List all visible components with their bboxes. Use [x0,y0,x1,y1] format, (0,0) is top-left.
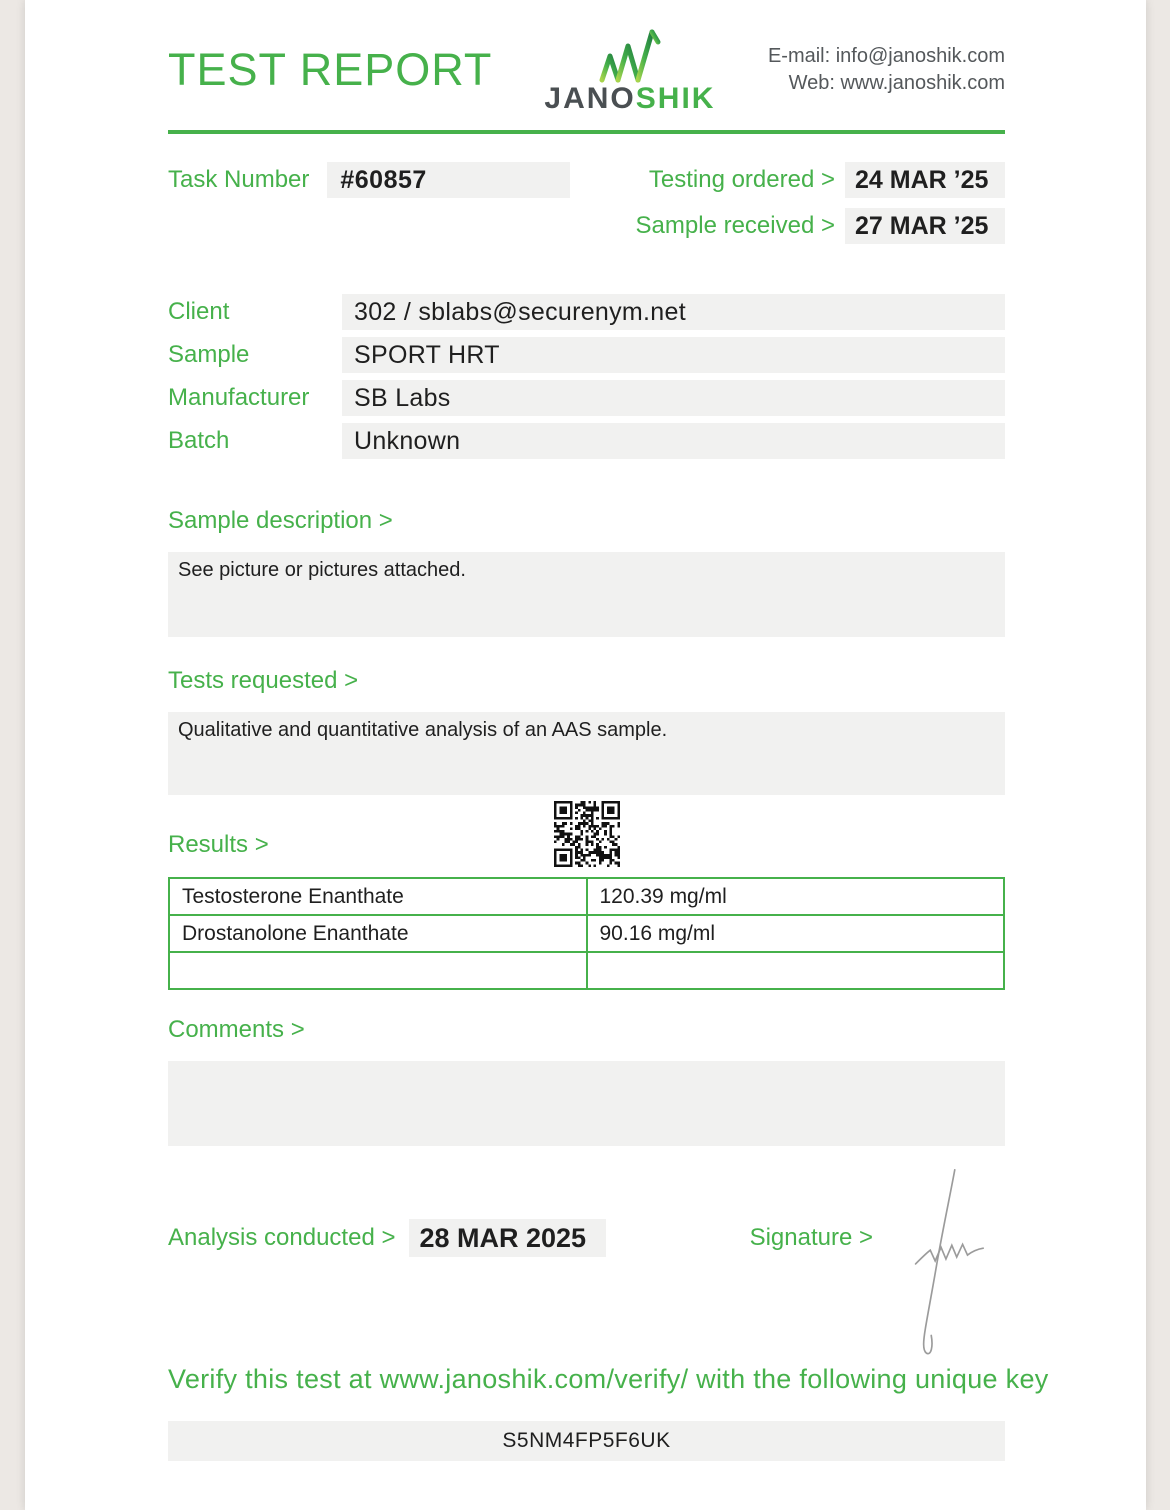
table-row [169,952,1004,989]
contact-block [768,43,1005,97]
client-label: Client [168,298,230,325]
contact-email: E-mail: info@janoshik.com [767,45,1005,67]
sample-info-section [168,294,1005,459]
logo-text-dark: JANO [544,82,636,115]
batch-label: Batch [168,427,230,454]
task-number-value: #60857 [327,162,570,198]
verify-instruction: Verify this test at www.janoshik.com/verify/ with the following unique key [168,1364,1049,1394]
qr-code [554,801,620,867]
results-heading: Results > [168,831,269,858]
logo-text-green: SHIK [635,82,716,115]
header-divider [168,130,1005,134]
report-header [168,0,1005,114]
testing-ordered-row [636,162,1005,198]
client-value: 302 / sblabs@securenym.net [342,294,1005,330]
info-row-client [168,294,1005,330]
sample-value: SPORT HRT [342,337,1005,373]
analysis-date-value: 28 MAR 2025 [409,1219,606,1257]
comments-box [168,1061,1005,1146]
company-logo [544,26,715,114]
report-page [25,0,1146,1510]
result-amount [587,952,1005,989]
sample-description-box: See picture or pictures attached. [168,552,1005,637]
signature-label: Signature > [749,1224,873,1251]
batch-value: Unknown [342,423,1005,459]
result-substance: Testosterone Enanthate [169,878,587,915]
chart-logo-icon [588,26,672,84]
contact-web: Web: www.janoshik.com [788,72,1005,94]
table-row [169,915,1004,952]
result-amount: 120.39 mg/ml [587,878,1005,915]
sample-received-row [636,208,1005,244]
logo-wordmark [544,84,715,114]
tests-requested-box: Qualitative and quantitative analysis of an AAS sample. [168,712,1005,795]
sample-description-heading: Sample description > [168,507,393,534]
task-dates [636,162,1005,244]
info-row-manufacturer [168,380,1005,416]
analysis-conducted-label: Analysis conducted > [168,1224,396,1251]
info-row-batch [168,423,1005,459]
footer-row [168,1218,1005,1258]
sample-received-date: 27 MAR ’25 [845,208,1005,244]
sample-received-label: Sample received > [635,212,835,239]
result-substance [169,952,587,989]
handwritten-signature-icon [893,1162,993,1358]
manufacturer-label: Manufacturer [168,384,310,411]
testing-ordered-label: Testing ordered > [648,166,835,193]
tests-requested-heading: Tests requested > [168,667,359,694]
unique-key-value: S5NM4FP5F6UK [168,1421,1005,1461]
table-row [169,878,1004,915]
results-table [168,877,1005,990]
sample-label: Sample [168,341,250,368]
info-row-sample [168,337,1005,373]
comments-heading: Comments > [168,1016,305,1043]
page-title: TEST REPORT [168,44,493,95]
result-substance: Drostanolone Enanthate [169,915,587,952]
task-row [168,162,1005,244]
task-number-label: Task Number [168,166,310,193]
results-header-area [168,795,1005,871]
manufacturer-value: SB Labs [342,380,1005,416]
result-amount: 90.16 mg/ml [587,915,1005,952]
testing-ordered-date: 24 MAR ’25 [845,162,1005,198]
